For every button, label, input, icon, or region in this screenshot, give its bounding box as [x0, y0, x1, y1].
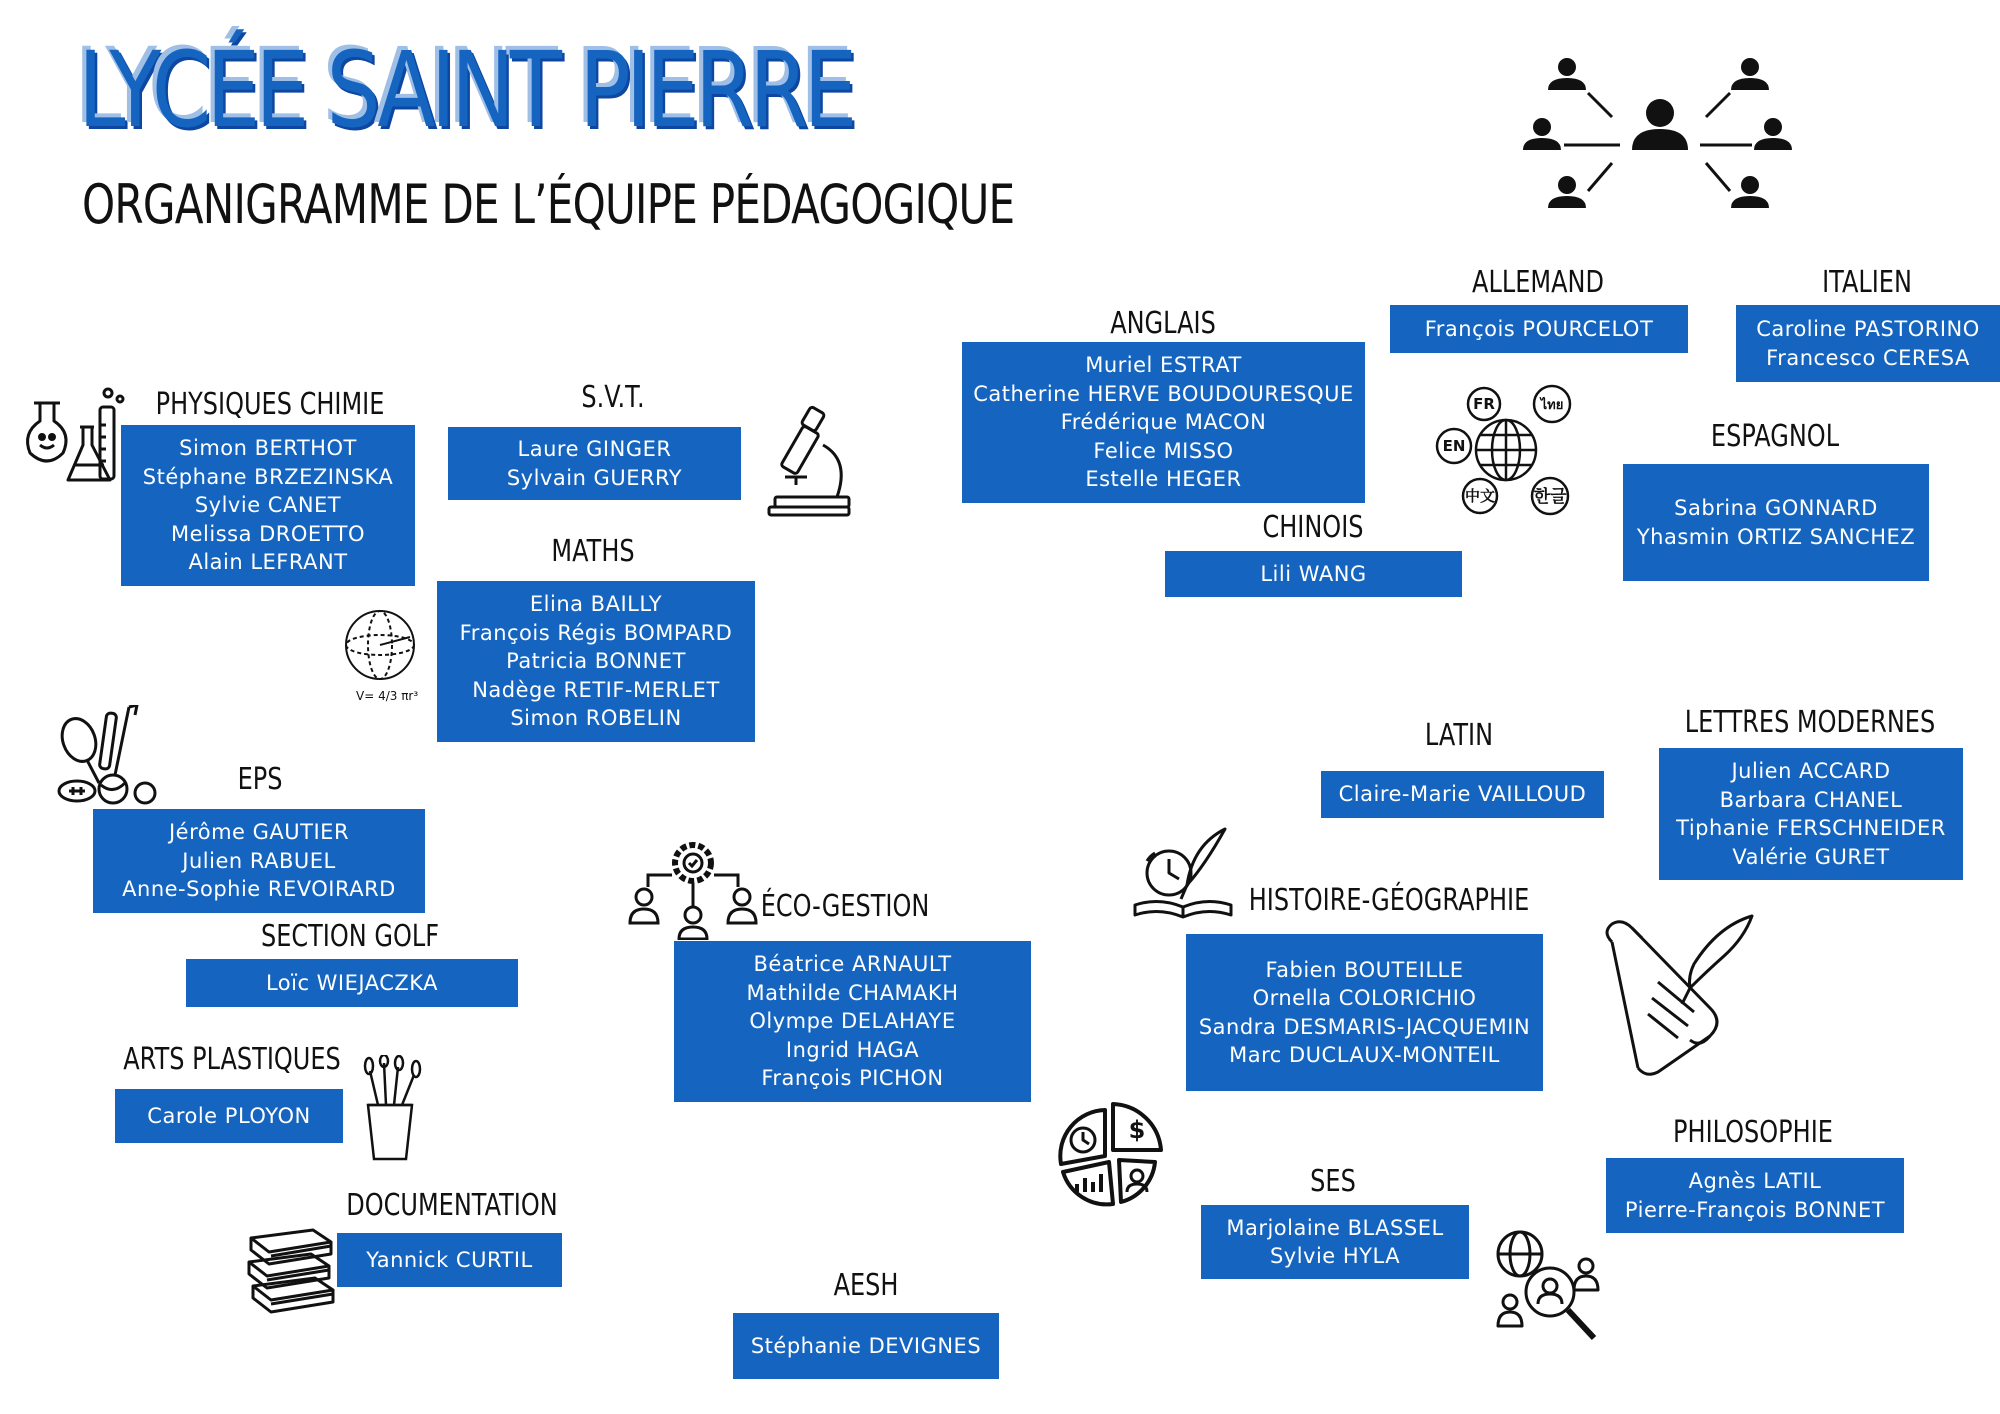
member-name: Sylvain GUERRY [506, 465, 683, 490]
member-name: Laure GINGER [517, 437, 672, 461]
member-name: Caroline PASTORINO [1756, 317, 1980, 341]
member-name: Tiphanie FERSCHNEIDER [1676, 816, 1946, 840]
member-name: Catherine HERVE BOUDOURESQUE [973, 381, 1354, 406]
member-name: Elina BAILLY [529, 592, 663, 617]
dept-label-lettres-modernes: LETTRES MODERNES [1684, 705, 1936, 740]
member-name: Stéphanie DEVIGNES [750, 1333, 982, 1358]
dept-label-italien: ITALIEN [1822, 265, 1912, 300]
page-title: LYCÉE SAINT PIERRE [78, 29, 853, 151]
microscope-icon [765, 405, 860, 520]
dept-box-section-golf [186, 959, 518, 1007]
dept-box-allemand [1390, 305, 1688, 353]
dept-box-ses [1201, 1205, 1469, 1279]
dept-box-svt [448, 427, 741, 500]
sphere-formula-icon [340, 605, 420, 705]
dept-box-documentation [337, 1233, 562, 1287]
member-name: François POURCELOT [1424, 316, 1654, 341]
gear-network-icon [628, 835, 758, 940]
svg-text:$: $ [1128, 1116, 1146, 1144]
member-name: Béatrice ARNAULT [753, 952, 952, 977]
dept-label-histoire-geo: HISTOIRE-GÉOGRAPHIE [1248, 883, 1530, 918]
member-name: Sandra DESMARIS-JACQUEMIN [1198, 1014, 1531, 1039]
dept-label-chinois: CHINOIS [1262, 510, 1364, 545]
world-search-icon [1494, 1230, 1604, 1345]
member-name: Lili WANG [1260, 561, 1367, 586]
dept-label-anglais: ANGLAIS [1110, 306, 1216, 341]
dept-label-physique-chimie: PHYSIQUES CHIMIE [155, 387, 385, 422]
member-name: Marc DUCLAUX-MONTEIL [1229, 1043, 1500, 1067]
dept-label-section-golf: SECTION GOLF [260, 919, 440, 954]
member-name: Valérie GURET [1732, 844, 1890, 869]
dept-label-maths: MATHS [551, 534, 635, 569]
pie-chart-icon [1055, 1100, 1165, 1210]
dept-box-latin [1321, 771, 1604, 818]
dept-box-espagnol [1623, 464, 1929, 581]
dept-label-eco-gestion: ÉCO-GESTION [760, 889, 930, 924]
member-name: Olympe DELAHAYE [749, 1009, 956, 1034]
dept-box-eco-gestion [674, 941, 1031, 1102]
lang-bubble-en: EN [1442, 437, 1466, 455]
member-name: Loïc WIEJACZKA [265, 970, 439, 995]
member-name: Julien ACCARD [1731, 759, 1891, 783]
member-name: Estelle HEGER [1085, 467, 1242, 492]
maths-formula: V= 4/3 πr³ [356, 689, 419, 703]
dept-box-philosophie [1606, 1158, 1904, 1233]
dept-box-physique-chimie [121, 425, 415, 586]
dept-box-lettres-modernes [1659, 748, 1963, 880]
member-name: Yannick CURTIL [366, 1247, 533, 1272]
member-name: Yhasmin ORTIZ SANCHEZ [1636, 524, 1916, 549]
dept-label-arts-plastiques: ARTS PLASTIQUES [123, 1042, 341, 1077]
scroll-quill-icon [1598, 912, 1758, 1077]
dept-box-maths [437, 581, 755, 742]
member-name: Sabrina GONNARD [1674, 496, 1878, 520]
member-name: Felice MISSO [1093, 438, 1234, 463]
member-name: Fabien BOUTEILLE [1265, 957, 1464, 982]
lang-bubble-zh: 中文 [1464, 487, 1496, 505]
member-name: Alain LEFRANT [188, 550, 348, 575]
team-network-icon [1520, 55, 1800, 220]
chemistry-icon [20, 385, 125, 495]
dept-box-arts-plastiques [115, 1089, 343, 1143]
member-name: Anne-Sophie REVOIRARD [122, 877, 396, 902]
dept-label-documentation: DOCUMENTATION [346, 1188, 558, 1223]
member-name: Melissa DROETTO [170, 521, 365, 546]
dept-box-aesh [733, 1313, 999, 1379]
member-name: François Régis BOMPARD [459, 620, 733, 645]
lang-bubble-ko: 한글 [1533, 487, 1567, 507]
dept-box-histoire-geo [1186, 934, 1543, 1091]
member-name: Simon BERTHOT [179, 436, 357, 461]
dept-label-latin: LATIN [1424, 718, 1494, 753]
dept-box-chinois [1165, 551, 1462, 597]
member-name: Muriel ESTRAT [1085, 353, 1242, 378]
dept-label-espagnol: ESPAGNOL [1710, 419, 1840, 454]
member-name: Francesco CERESA [1766, 345, 1970, 370]
member-name: Sylvie CANET [194, 493, 342, 518]
member-name: Carole PLOYON [147, 1103, 311, 1128]
dept-label-allemand: ALLEMAND [1472, 265, 1604, 300]
books-icon [243, 1226, 338, 1326]
member-name: Agnès LATIL [1688, 1169, 1822, 1193]
member-name: Ingrid HAGA [785, 1037, 920, 1062]
paintbrush-icon [358, 1055, 423, 1165]
history-icon [1133, 825, 1233, 925]
dept-label-svt: S.V.T. [581, 380, 645, 415]
dept-box-anglais [962, 342, 1365, 503]
member-name: Simon ROBELIN [510, 706, 682, 731]
member-name: Marjolaine BLASSEL [1226, 1215, 1444, 1240]
dept-label-eps: EPS [237, 762, 283, 797]
member-name: Stéphane BRZEZINSKA [142, 464, 394, 489]
member-name: Pierre-François BONNET [1624, 1197, 1886, 1222]
member-name: Mathilde CHAMAKH [746, 980, 959, 1005]
member-name: Ornella COLORICHIO [1252, 986, 1477, 1010]
member-name: Frédérique MACON [1060, 410, 1267, 435]
sports-icon [57, 705, 157, 805]
member-name: Nadège RETIF-MERLET [472, 677, 720, 702]
dept-label-ses: SES [1310, 1164, 1356, 1199]
member-name: Claire-Marie VAILLOUD [1338, 782, 1587, 807]
dept-label-philosophie: PHILOSOPHIE [1673, 1115, 1833, 1150]
member-name: Barbara CHANEL [1719, 787, 1903, 812]
lang-bubble-thai: ไทย [1540, 398, 1564, 413]
member-name: François PICHON [761, 1066, 944, 1091]
dept-box-eps [93, 809, 425, 913]
lang-bubble-fr: FR [1473, 395, 1495, 413]
member-name: Jérôme GAUTIER [168, 820, 350, 845]
member-name: Sylvie HYLA [1269, 1244, 1401, 1268]
member-name: Julien RABUEL [182, 848, 336, 873]
page-subtitle: ORGANIGRAMME DE L’ÉQUIPE PÉDAGOGIQUE [82, 173, 1015, 236]
dept-box-italien [1736, 305, 2000, 382]
languages-icon [1434, 380, 1579, 520]
dept-label-aesh: AESH [833, 1268, 899, 1303]
member-name: Patricia BONNET [506, 649, 686, 674]
